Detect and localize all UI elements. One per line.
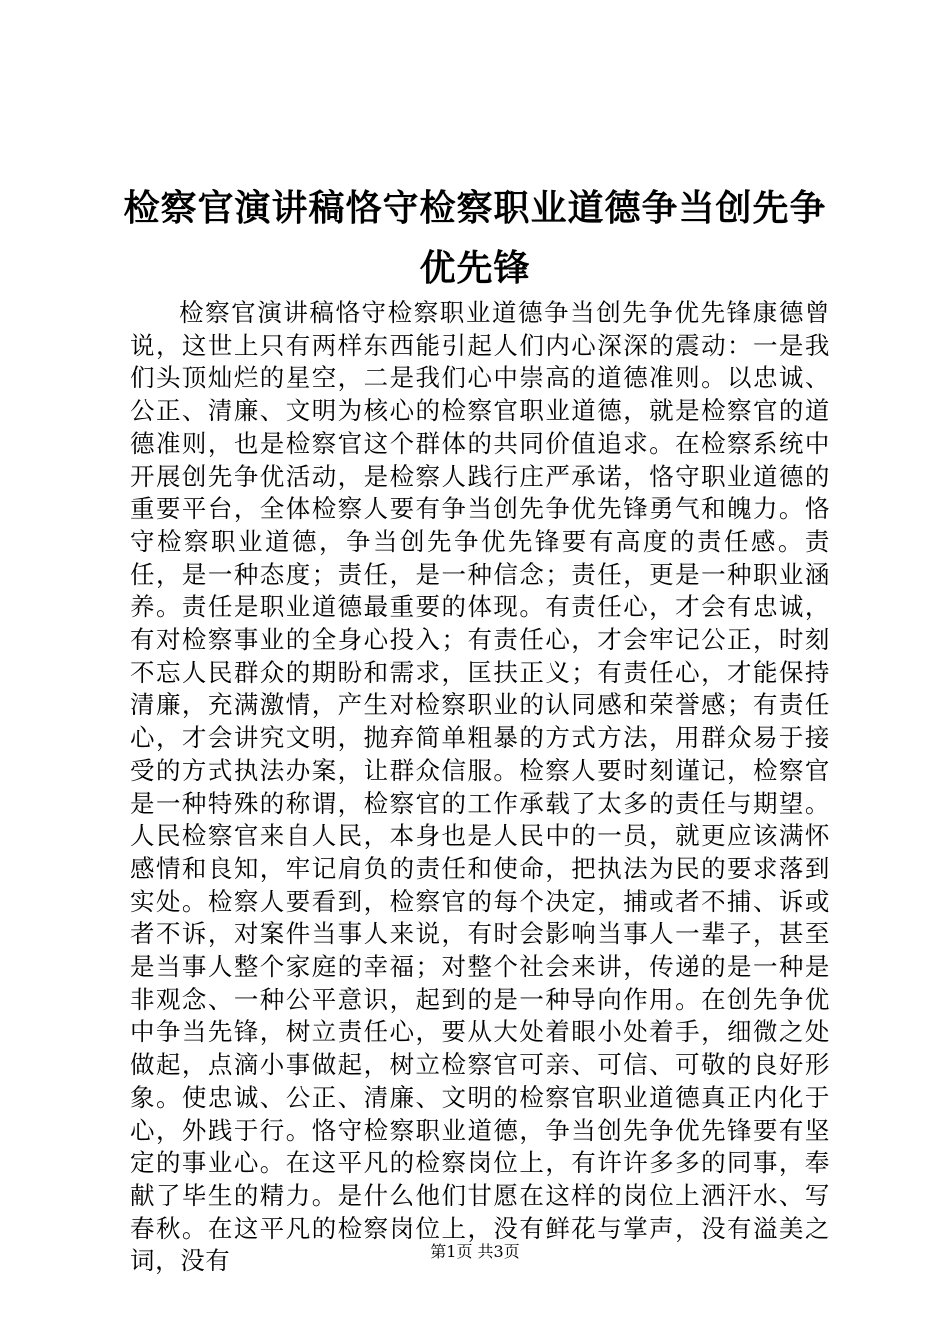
document-title: 检察官演讲稿恪守检察职业道德争当创先争优先锋: [123, 187, 827, 289]
body-paragraph: 检察官演讲稿恪守检察职业道德争当创先争优先锋康德曾说，这世上只有两样东西能引起人们内心深深的震动：一是我们头顶灿烂的星空，二是我们心中崇高的道德准则。以忠诚、公正、清廉、文明为核心的检察官职业道德，就是检察官的道德准则，也是检察官这个群体的共同价值追求。在检察系统中开展创先争优活动，是检察人践行庄严承诺，恪守职业道德的重要平台，全体检察人要有争当创先争优先锋勇气和魄力。恪守检察职业道德，争当创先争优先锋要有高度的责任感。责任，是一种态度；责任，是一种信念；责任，更是一种职业涵养。责任是职业道德最重要的体现。有责任心，才会有忠诚，有对检察事业的全身心投入；有责任心，才会牢记公正，时刻不忘人民群众的期盼和需求，匡扶正义；有责任心，才能保持清廉，充满激情，产生对检察职业的认同感和荣誉感；有责任心，才会讲究文明，抛弃简单粗暴的方式方法，用群众易于接受的方式执法办案，让群众信服。检察人要时刻谨记，检察官是一种特殊的称谓，检察官的工作承载了太多的责任与期望。人民检察官来自人民，本身也是人民中的一员，就更应该满怀感情和良知，牢记肩负的责任和使命，把执法为民的要求落到实处。检察人要看到，检察官的每个决定，捕或者不捕、诉或者不诉，对案件当事人来说，有时会影响当事人一辈子，甚至是当事人整个家庭的幸福；对整个社会来讲，传递的是一种是非观念、一种公平意识，起到的是一种导向作用。在创先争优中争当先锋，树立责任心，要从大处着眼小处着手，细微之处做起，点滴小事做起，树立检察官可亲、可信、可敬的良好形象。使忠诚、公正、清廉、文明的检察官职业道德真正内化于心，外践于行。恪守检察职业道德，争当创先争优先锋要有坚定的事业心。在这平凡的检察岗位上，有许许多多的同事，奉献了毕生的精力。是什么他们甘愿在这样的岗位上洒汗水、写春秋。在这平凡的检察岗位上，没有鲜花与掌声，没有溢美之词，没有: [130, 298, 830, 1276]
page-footer: 第1页 共3页: [430, 1242, 520, 1261]
